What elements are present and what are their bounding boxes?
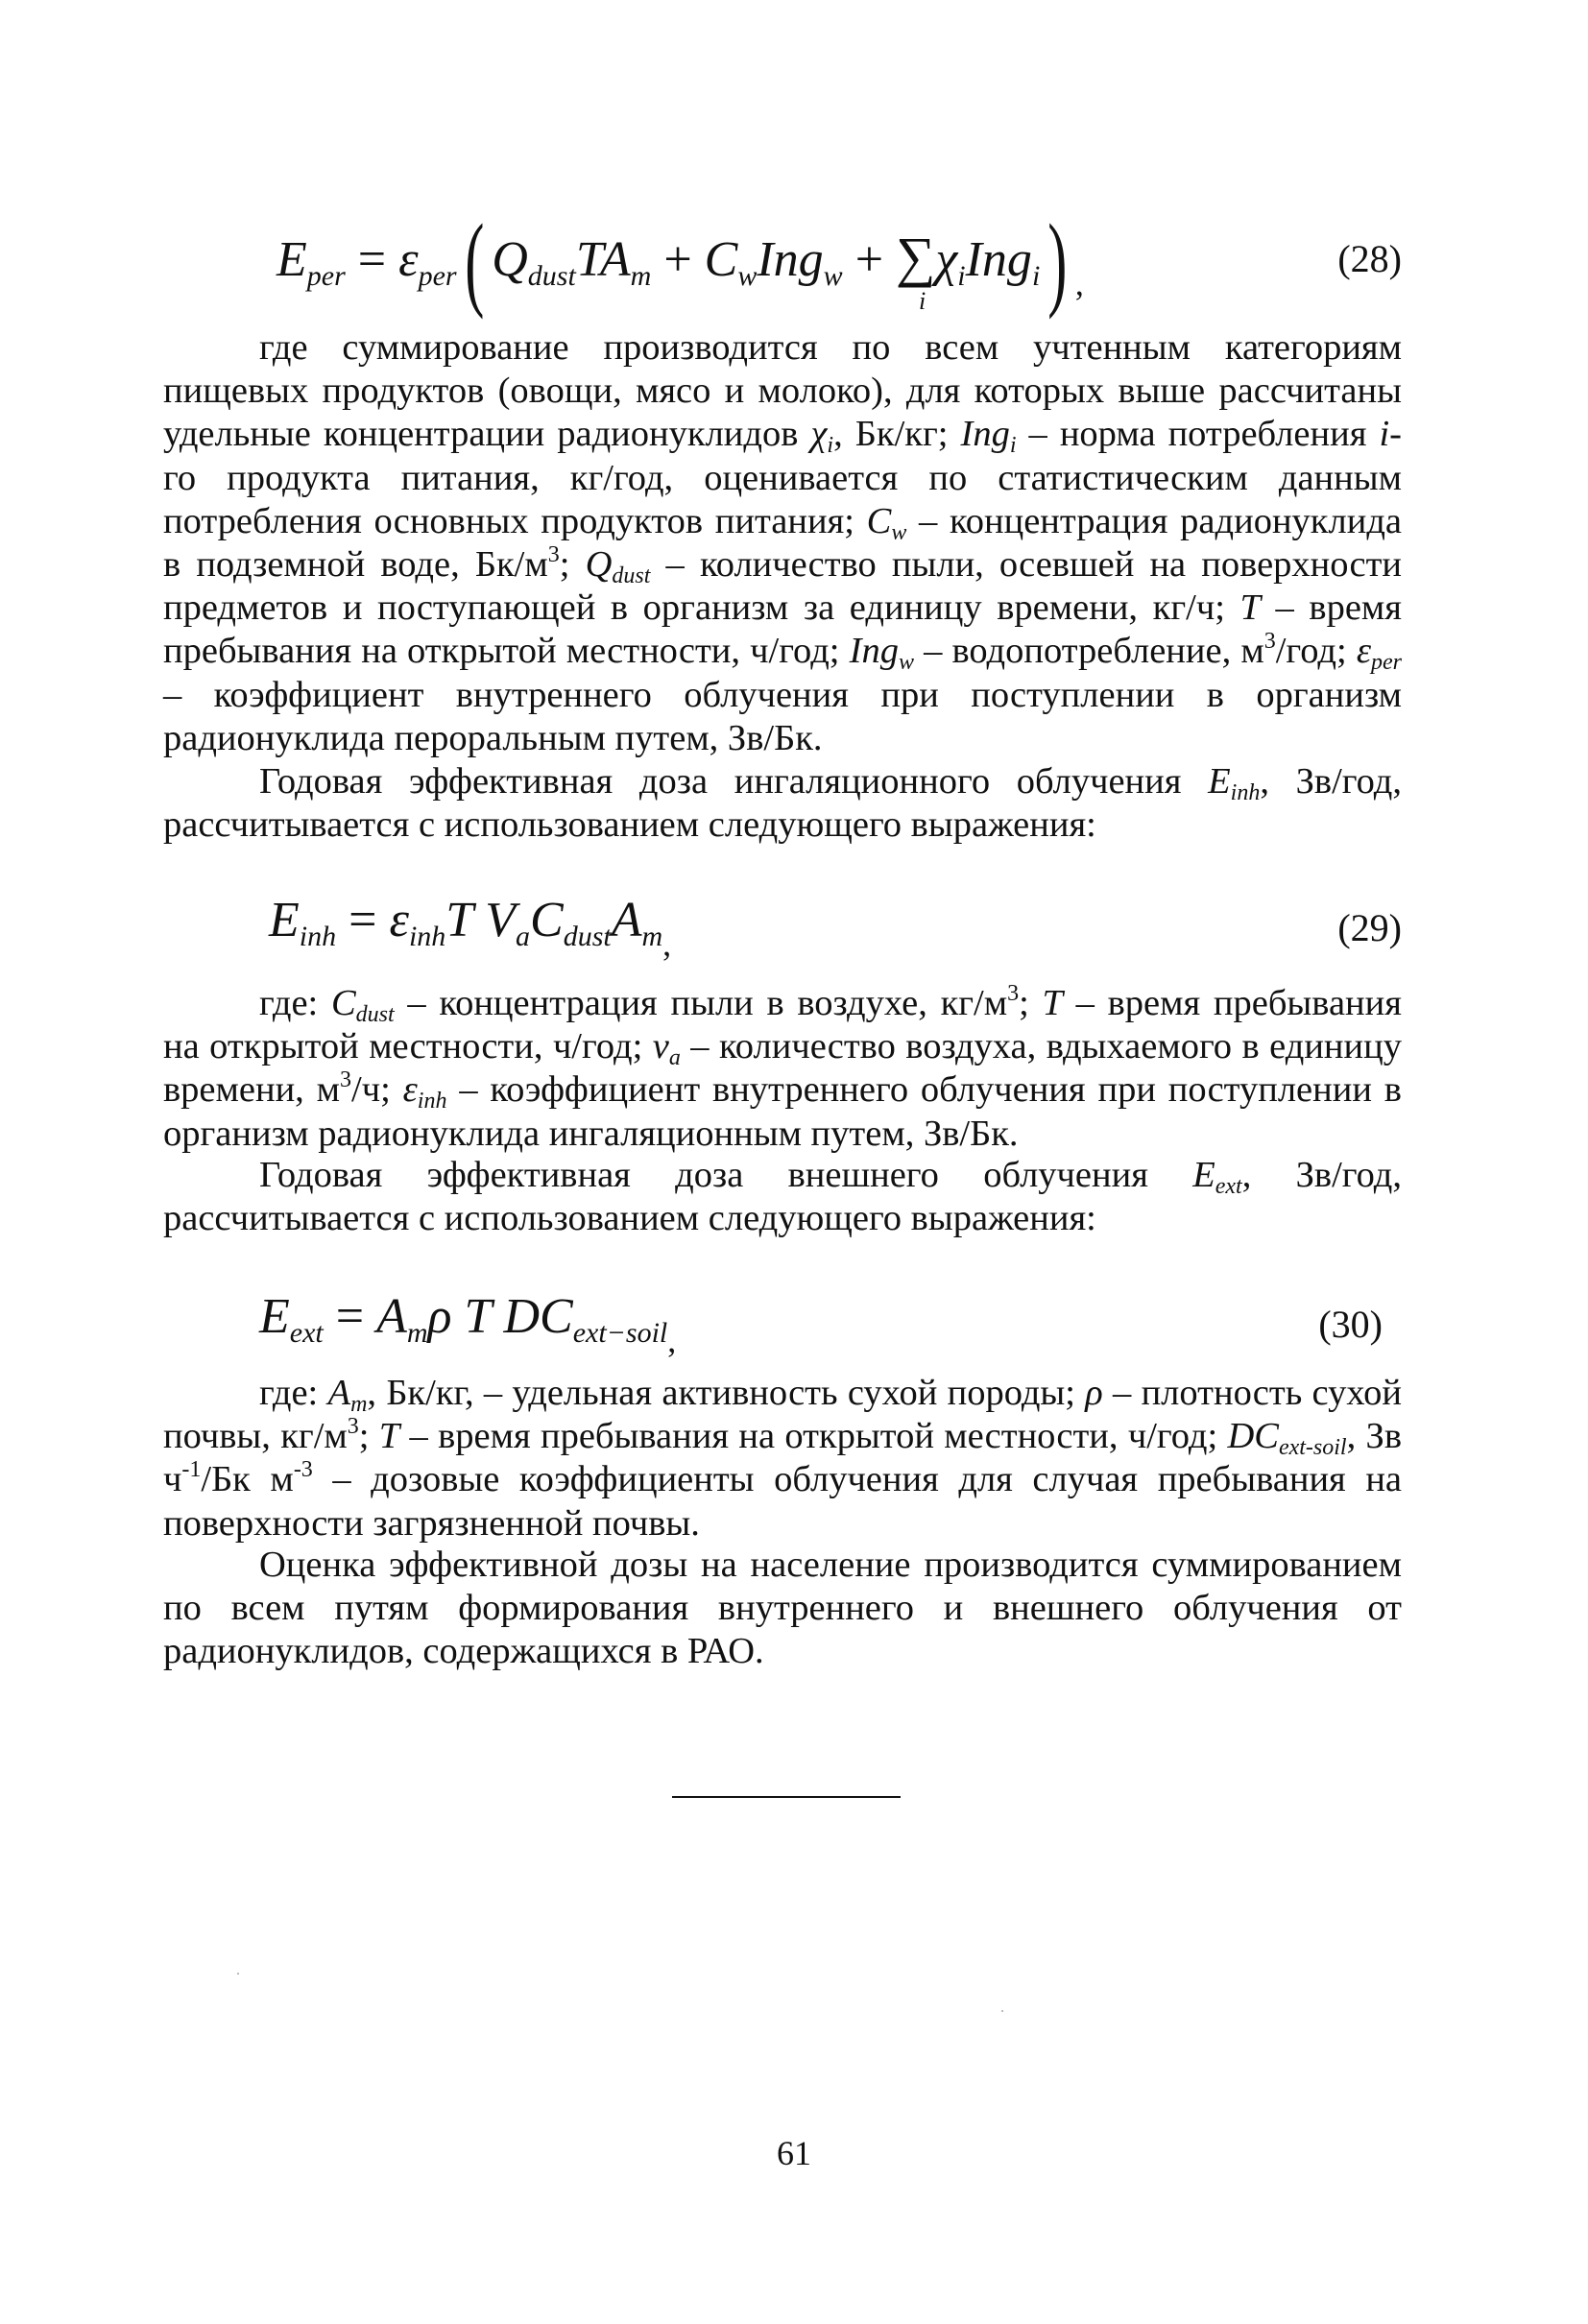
paragraph-external-intro: Годовая эффективная доза внешнего облучения $E_{ext}$, Зв/год, рассчитывается с использованием следующего выражения: (163, 1155, 1402, 1239)
paragraph-inhalation-intro: Годовая эффективная доза ингаляционного облучения $E_{inh}$, Зв/год, рассчитывается с использованием следующего выражения: (163, 761, 1402, 846)
equation-number-30: (30) (1318, 1303, 1383, 1346)
end-divider (672, 1796, 901, 1798)
scan-speck (237, 1973, 239, 1975)
summation-sign: ∑ i (896, 226, 936, 315)
equation-number-29: (29) (1337, 906, 1402, 949)
page-number: 61 (777, 2134, 811, 2172)
paragraph-conclusion: Оценка эффективной дозы на население производится суммированием по всем путям формирования внутреннего и внешнего облучения от радионуклидов, содержащихся в РАО. (163, 1545, 1402, 1672)
scan-speck (1001, 2010, 1003, 2012)
paragraph-sum-explanation: где суммирование производится по всем учтенным категориям пищевых продуктов (овощи, мясо и молоко), для которых выше рассчитаны удельные концентрации радионуклидов $\chi_i$, Бк/кг; Ing$_i$ – норма потребления i-го продукта питания, кг/год, оценивается по статистическим данным потребления основных продуктов питания; $C_w$ – концентрация радионуклида в подземной воде, $Бк/м^3$; $Q_{dust}$ – количество пыли, осевшей на поверхности предметов и поступающей в организм за единицу времени, кг/ч; T – время пребывания на открытой местности, ч/год; Ing$_w$ – водопотребление, $м^3$/год; $\varepsilon_{per}$ – коэффициент внутреннего облучения при поступлении в организм радионуклида пероральным путем, Зв/Бк. (163, 327, 1402, 758)
equation-30-formula: $E_{ext} = A_m\rho$ T $DC_{ext-soil,}$ (259, 1289, 677, 1359)
equation-28 (163, 192, 1402, 320)
equation-29 (163, 888, 1402, 965)
equation-28-formula: $E_{per} = \varepsilon_{per}$( $Q_{dust}TA_m + C_wIng_w$ + ∑ i $\chi_iIng_i$) $_,$ (277, 203, 1084, 320)
equation-29-formula: $E_{inh} = \varepsilon_{inh}T$ $V_aC_{dust}A_{m,}$ (269, 893, 672, 963)
equation-number-28: (28) (1337, 237, 1402, 280)
paragraph-inhalation-terms: где: $C_{dust}$ – концентрация пыли в воздухе, $кг/м^3$; T – время пребывания на открытой местности, ч/год; $v_a$ – количество воздуха, вдыхаемого в единицу времени, $м^3/ч$; $\varepsilon_{inh}$ – коэффициент внутреннего облучения при поступлении в организм радионуклида ингаляционным путем, Зв/Бк. (163, 981, 1402, 1154)
equation-30 (163, 1284, 1402, 1361)
paragraph-external-terms: где: $A_m$, Бк/кг, – удельная активность сухой породы; ρ – плотность сухой почвы, $кг/м^3$; T – время пребывания на открытой местности, ч/год; $DC_{ext-soil}$, Зв $ч^{-1}/Бк$ $м^{-3}$ – дозовые коэффициенты облучения для случая пребывания на поверхности загрязненной почвы. (163, 1373, 1403, 1544)
